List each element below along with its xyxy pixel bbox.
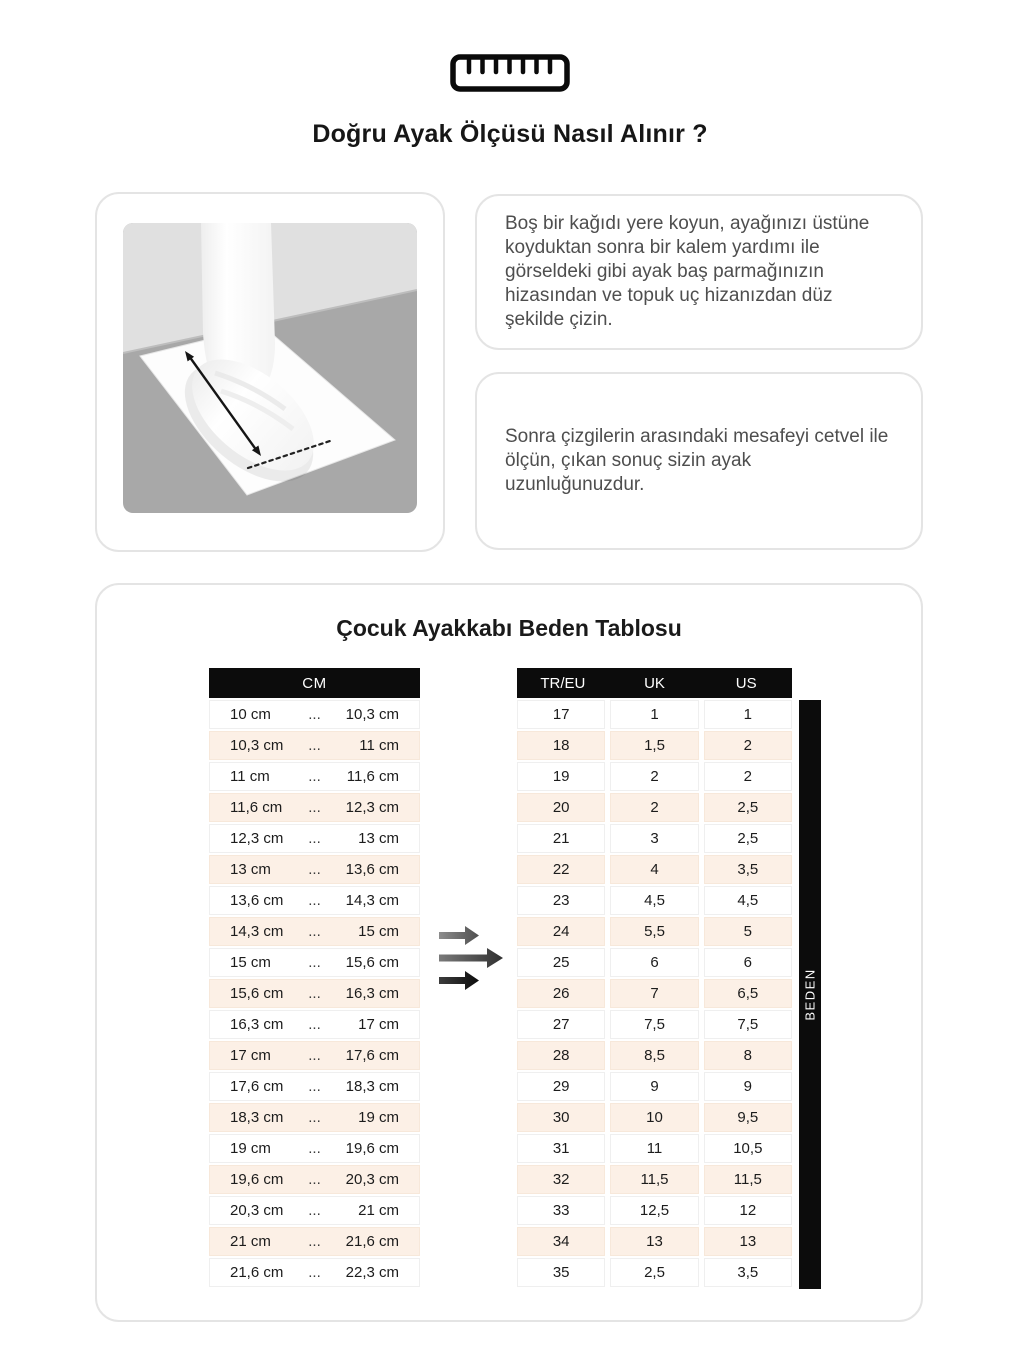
- cm-cell: 11 cm: [359, 737, 399, 754]
- size-cell: 18: [517, 731, 605, 760]
- cm-table-header: CM: [209, 668, 420, 698]
- size-cell: 2,5: [704, 793, 792, 822]
- size-cell: 23: [517, 886, 605, 915]
- cm-cell: 10 cm: [230, 706, 271, 723]
- size-cell: 7,5: [610, 1010, 698, 1039]
- header-tr-eu: TR/EU: [540, 674, 586, 692]
- cm-cell: ...: [308, 768, 321, 785]
- size-cell: 5,5: [610, 917, 698, 946]
- cm-cell: 19,6 cm: [230, 1171, 284, 1188]
- cm-row: [209, 948, 420, 977]
- size-row: [517, 1165, 792, 1194]
- instruction-step-2: Sonra çizgilerin arasındaki mesafeyi cetvel ile ölçün, çıkan sonuç sizin ayak uzunluğunuzdur.: [505, 426, 889, 495]
- size-row: [517, 731, 792, 760]
- cm-cell: ...: [308, 1264, 321, 1281]
- cm-cell: 17 cm: [230, 1047, 271, 1064]
- size-row: [517, 1258, 792, 1287]
- cm-range-table: [209, 668, 420, 1289]
- size-cell: 4,5: [610, 886, 698, 915]
- cm-cell: 17,6 cm: [345, 1047, 399, 1064]
- size-cell: 3: [610, 824, 698, 853]
- cm-cell: 18,3 cm: [345, 1078, 399, 1095]
- cm-cell: 15 cm: [358, 923, 399, 940]
- cm-row: [209, 1165, 420, 1194]
- size-cell: 26: [517, 979, 605, 1008]
- cm-cell: 20,3 cm: [345, 1171, 399, 1188]
- size-cell: 24: [517, 917, 605, 946]
- size-row: [517, 793, 792, 822]
- cm-cell: ...: [308, 985, 321, 1002]
- cm-row: [209, 1072, 420, 1101]
- cm-cell: 13 cm: [230, 861, 271, 878]
- cm-cell: ...: [308, 737, 321, 754]
- size-cell: 11,5: [610, 1165, 698, 1194]
- size-cell: 35: [517, 1258, 605, 1287]
- size-cell: 9,5: [704, 1103, 792, 1132]
- cm-row: [209, 1258, 420, 1287]
- size-row: [517, 824, 792, 853]
- size-cell: 32: [517, 1165, 605, 1194]
- size-cell: 21: [517, 824, 605, 853]
- size-cell: 6,5: [704, 979, 792, 1008]
- cm-cell: ...: [308, 892, 321, 909]
- cm-cell: ...: [308, 1202, 321, 1219]
- size-table-headers: [517, 668, 792, 698]
- cm-cell: 16,3 cm: [230, 1016, 284, 1033]
- cm-cell: ...: [308, 1047, 321, 1064]
- cm-cell: 10,3 cm: [345, 706, 399, 723]
- size-cell: 33: [517, 1196, 605, 1225]
- size-cell: 13: [704, 1227, 792, 1256]
- cm-cell: ...: [308, 830, 321, 847]
- cm-cell: 19,6 cm: [345, 1140, 399, 1157]
- size-cell: 17: [517, 700, 605, 729]
- cm-cell: 14,3 cm: [345, 892, 399, 909]
- cm-cell: 19 cm: [358, 1109, 399, 1126]
- cm-cell: 13 cm: [358, 830, 399, 847]
- cm-cell: 21 cm: [358, 1202, 399, 1219]
- size-cell: 29: [517, 1072, 605, 1101]
- size-cell: 6: [610, 948, 698, 977]
- size-cell: 30: [517, 1103, 605, 1132]
- size-cell: 1: [610, 700, 698, 729]
- beden-side-bar: [799, 700, 821, 1289]
- size-row: [517, 1103, 792, 1132]
- cm-cell: ...: [308, 706, 321, 723]
- cm-cell: 16,3 cm: [345, 985, 399, 1002]
- foot-measure-photo-card: [95, 192, 445, 552]
- size-cell: 19: [517, 762, 605, 791]
- cm-row: [209, 1196, 420, 1225]
- size-cell: 1,5: [610, 731, 698, 760]
- cm-cell: ...: [308, 1140, 321, 1157]
- header-us: US: [735, 674, 757, 692]
- cm-cell: ...: [308, 1016, 321, 1033]
- cm-row: [209, 731, 420, 760]
- cm-row: [209, 1134, 420, 1163]
- size-row: [517, 1227, 792, 1256]
- size-cell: 7: [610, 979, 698, 1008]
- cm-cell: 13,6 cm: [345, 861, 399, 878]
- cm-cell: 21,6 cm: [345, 1233, 399, 1250]
- cm-row: [209, 886, 420, 915]
- cm-cell: ...: [308, 799, 321, 816]
- size-cell: 12,5: [610, 1196, 698, 1225]
- size-row: [517, 1072, 792, 1101]
- size-cell: 2: [610, 762, 698, 791]
- cm-row: [209, 855, 420, 884]
- size-row: [517, 762, 792, 791]
- size-cell: 31: [517, 1134, 605, 1163]
- size-row: [517, 948, 792, 977]
- size-cell: 4,5: [704, 886, 792, 915]
- cm-row: [209, 700, 420, 729]
- cm-row: [209, 793, 420, 822]
- size-cell: 10: [610, 1103, 698, 1132]
- cm-row: [209, 1103, 420, 1132]
- cm-row: [209, 917, 420, 946]
- size-cell: 2,5: [610, 1258, 698, 1287]
- size-cell: 22: [517, 855, 605, 884]
- cm-cell: 19 cm: [230, 1140, 271, 1157]
- cm-cell: 11,6 cm: [346, 768, 399, 785]
- cm-cell: 17,6 cm: [230, 1078, 284, 1095]
- size-cell: 2,5: [704, 824, 792, 853]
- cm-row: [209, 1010, 420, 1039]
- header-uk: UK: [644, 674, 665, 692]
- size-cell: 11: [610, 1134, 698, 1163]
- size-row: [517, 1041, 792, 1070]
- cm-row: [209, 762, 420, 791]
- size-table-rows: [517, 700, 792, 1287]
- cm-cell: ...: [308, 954, 321, 971]
- cm-cell: 13,6 cm: [230, 892, 284, 909]
- instruction-step-1: Boş bir kağıdı yere koyun, ayağınızı üstüne koyduktan sonra bir kalem yardımı ile görseldeki gibi ayak baş parmağınızın hizasından ve topuk uç hizanızdan düz şekilde çizin.: [505, 213, 870, 330]
- size-cell: 6: [704, 948, 792, 977]
- cm-cell: 11 cm: [230, 768, 270, 785]
- ruler-icon: [0, 52, 1020, 94]
- cm-cell: 21 cm: [230, 1233, 271, 1250]
- cm-table-rows: [209, 700, 420, 1287]
- cm-cell: ...: [308, 1233, 321, 1250]
- cm-cell: ...: [308, 1078, 321, 1095]
- cm-row: [209, 1041, 420, 1070]
- size-cell: 28: [517, 1041, 605, 1070]
- size-row: [517, 1196, 792, 1225]
- instruction-box-1: [475, 194, 923, 350]
- size-cell: 3,5: [704, 855, 792, 884]
- cm-cell: 20,3 cm: [230, 1202, 284, 1219]
- size-cell: 25: [517, 948, 605, 977]
- cm-cell: 18,3 cm: [230, 1109, 284, 1126]
- size-cell: 12: [704, 1196, 792, 1225]
- size-cell: 5: [704, 917, 792, 946]
- size-cell: 8,5: [610, 1041, 698, 1070]
- cm-cell: ...: [308, 1109, 321, 1126]
- transfer-arrows-icon: [437, 922, 509, 994]
- size-row: [517, 700, 792, 729]
- cm-cell: 10,3 cm: [230, 737, 284, 754]
- cm-cell: ...: [308, 1171, 321, 1188]
- cm-cell: 12,3 cm: [345, 799, 399, 816]
- cm-row: [209, 824, 420, 853]
- size-row: [517, 1010, 792, 1039]
- size-cell: 8: [704, 1041, 792, 1070]
- size-cell: 7,5: [704, 1010, 792, 1039]
- foot-measure-photo: [123, 223, 417, 513]
- size-row: [517, 1134, 792, 1163]
- instruction-box-2: [475, 372, 923, 550]
- size-table-title: Çocuk Ayakkabı Beden Tablosu: [336, 615, 682, 641]
- size-cell: 10,5: [704, 1134, 792, 1163]
- size-cell: 20: [517, 793, 605, 822]
- cm-cell: 17 cm: [358, 1016, 399, 1033]
- size-cell: 9: [704, 1072, 792, 1101]
- size-cell: 13: [610, 1227, 698, 1256]
- cm-cell: 15,6 cm: [345, 954, 399, 971]
- size-cell: 9: [610, 1072, 698, 1101]
- size-row: [517, 886, 792, 915]
- cm-row: [209, 979, 420, 1008]
- size-cell: 4: [610, 855, 698, 884]
- cm-cell: 14,3 cm: [230, 923, 284, 940]
- cm-cell: ...: [308, 923, 321, 940]
- cm-cell: 21,6 cm: [230, 1264, 284, 1281]
- cm-cell: 15,6 cm: [230, 985, 284, 1002]
- cm-cell: 22,3 cm: [345, 1264, 399, 1281]
- size-row: [517, 979, 792, 1008]
- size-table-card: [95, 583, 923, 1322]
- cm-row: [209, 1227, 420, 1256]
- size-cell: 34: [517, 1227, 605, 1256]
- cm-cell: 11,6 cm: [230, 799, 283, 816]
- cm-cell: 15 cm: [230, 954, 271, 971]
- size-cell: 3,5: [704, 1258, 792, 1287]
- size-conversion-table: [517, 668, 792, 1289]
- page-title: Doğru Ayak Ölçüsü Nasıl Alınır ?: [312, 120, 708, 148]
- size-cell: 27: [517, 1010, 605, 1039]
- size-cell: 2: [704, 731, 792, 760]
- size-row: [517, 917, 792, 946]
- beden-label: BEDEN: [802, 968, 818, 1021]
- size-cell: 11,5: [704, 1165, 792, 1194]
- size-cell: 1: [704, 700, 792, 729]
- size-cell: 2: [704, 762, 792, 791]
- size-row: [517, 855, 792, 884]
- cm-cell: ...: [308, 861, 321, 878]
- cm-cell: 12,3 cm: [230, 830, 284, 847]
- size-cell: 2: [610, 793, 698, 822]
